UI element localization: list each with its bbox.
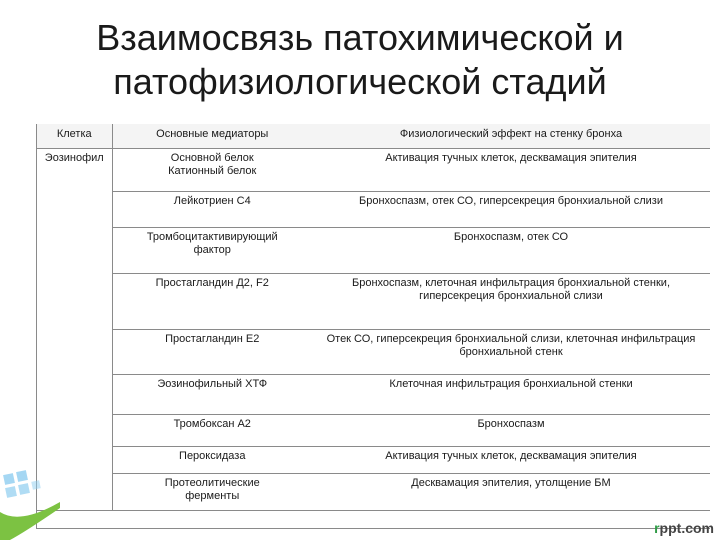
effect-cell: Клеточная инфильтрация бронхиальной стенки [312, 375, 710, 415]
table-row [37, 447, 710, 474]
slide-title-line-1: Взаимосвязь патохимической и [96, 17, 624, 58]
mediator-cell: Простагландин Д2, F2 [112, 274, 312, 330]
effect-cell: Бронхоспазм, отек СО, гиперсекреция бронхиальной слизи [312, 192, 710, 228]
table-row [37, 330, 710, 375]
decorative-green-swoosh [0, 502, 60, 540]
mediator-cell: Основной белок Катионный белок [112, 149, 312, 192]
table-row [37, 474, 710, 511]
decorative-squares [3, 470, 41, 498]
header-mediators: Основные медиаторы [112, 124, 312, 149]
effect-cell: Активация тучных клеток, десквамация эпителия [312, 149, 710, 192]
table-row [37, 149, 710, 192]
effect-cell: Отек СО, гиперсекреция бронхиальной слизи, клеточная инфильтрация бронхиальной стенк [312, 330, 710, 375]
mediator-cell: Протеолитические ферменты [112, 474, 312, 511]
cell-type: Эозинофил [37, 149, 112, 511]
mediator-cell: Пероксидаза [112, 447, 312, 474]
table-row [37, 228, 710, 274]
watermark-logo [654, 520, 714, 536]
table-row [37, 415, 710, 447]
watermark-prefix: r [654, 520, 660, 536]
effect-cell: Десквамация эпителия, утолщение БМ [312, 474, 710, 511]
mediators-table-container [36, 124, 710, 529]
mediator-cell: Тромбоксан А2 [112, 415, 312, 447]
table-row [37, 375, 710, 415]
slide-title [0, 16, 720, 104]
decorative-pattern [0, 440, 60, 540]
header-cell: Клетка [37, 124, 112, 149]
mediators-table [37, 124, 710, 511]
table-row [37, 192, 710, 228]
table-row [37, 274, 710, 330]
mediator-cell: Эозинофильный ХТФ [112, 375, 312, 415]
slide-title-line-2: патофизиологической стадий [113, 61, 607, 102]
mediator-cell: Тромбоцитактивирующий фактор [112, 228, 312, 274]
effect-cell: Бронхоспазм [312, 415, 710, 447]
watermark-main: ppt.com [659, 520, 714, 536]
mediator-cell: Простагландин Е2 [112, 330, 312, 375]
mediator-cell: Лейкотриен С4 [112, 192, 312, 228]
header-effect: Физиологический эффект на стенку бронха [312, 124, 710, 149]
table-header-row [37, 124, 710, 149]
effect-cell: Активация тучных клеток, десквамация эпителия [312, 447, 710, 474]
effect-cell: Бронхоспазм, клеточная инфильтрация бронхиальной стенки, гиперсекреция бронхиальной слизи [312, 274, 710, 330]
effect-cell: Бронхоспазм, отек СО [312, 228, 710, 274]
